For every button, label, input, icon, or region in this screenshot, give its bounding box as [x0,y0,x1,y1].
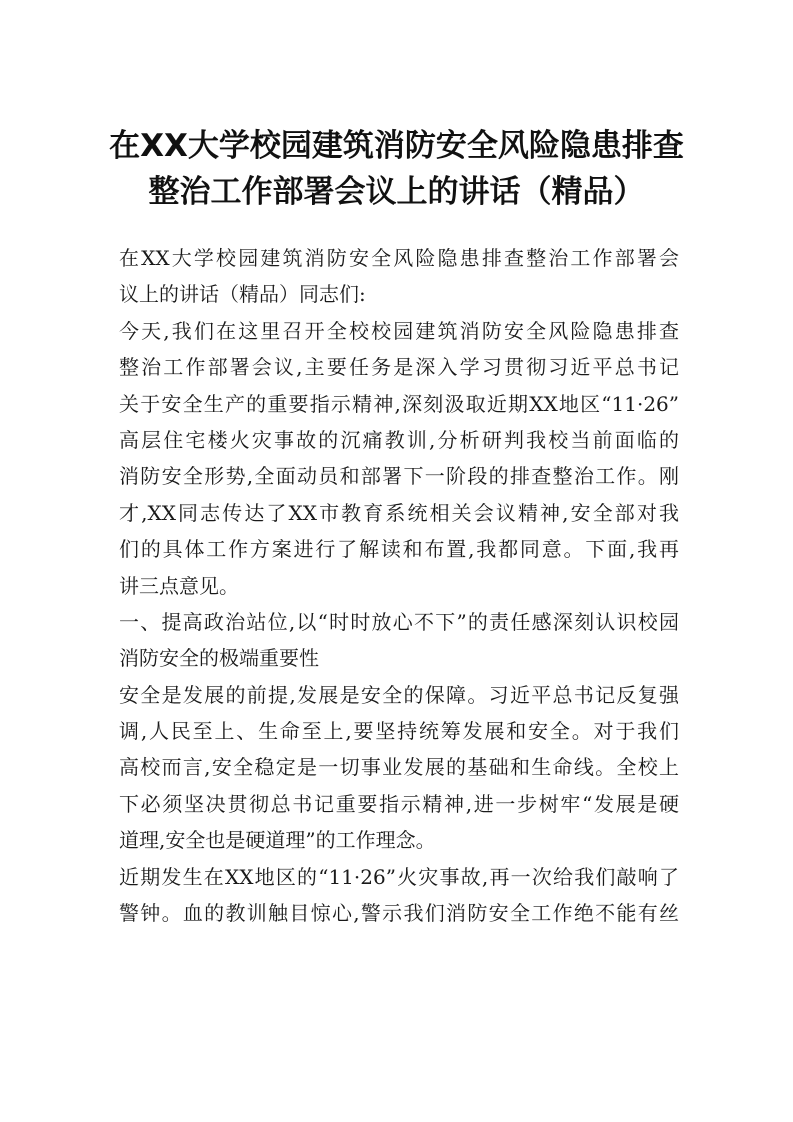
body-line: 关于安全生产的重要指示精神,深刻汲取近期XX地区“11·26” [119,391,679,416]
body-line: 调,人民至上、生命至上,要坚持统筹发展和安全。对于我们 [119,719,679,744]
body-line: 下必须坚决贯彻总书记重要指示精神,进一步树牢“发展是硬 [119,791,679,816]
body-line: 安全是发展的前提,发展是安全的保障。习近平总书记反复强 [119,682,679,707]
document-title-line-2: 整治工作部署会议上的讲话（精品） [148,174,645,210]
body-line: 在XX大学校园建筑消防安全风险隐患排查整治工作部署会 [119,246,679,270]
section-heading-line: 一、提高政治站位,以“时时放心不下”的责任感深刻认识校园 [119,609,679,634]
body-line: 今天,我们在这里召开全校校园建筑消防安全风险隐患排查 [119,318,679,343]
body-line: 们的具体工作方案进行了解读和布置,我都同意。下面,我再 [119,537,679,562]
body-line: 高层住宅楼火灾事故的沉痛教训,分析研判我校当前面临的 [119,427,679,452]
body-line: 整治工作部署会议,主要任务是深入学习贯彻习近平总书记 [119,355,679,380]
body-line: 议上的讲话（精品）同志们: [119,282,366,307]
body-line: 近期发生在XX地区的“11·26”火灾事故,再一次给我们敲响了 [119,864,679,889]
document-title-line-1: 在XX大学校园建筑消防安全风险隐患排查 [109,128,684,164]
body-line: 消防安全形势,全面动员和部署下一阶段的排查整治工作。刚 [119,464,679,489]
document-body [119,240,679,931]
body-line: 高校而言,安全稳定是一切事业发展的基础和生命线。全校上 [119,755,679,780]
body-line: 警钟。血的教训触目惊心,警示我们消防安全工作绝不能有丝 [119,901,679,926]
section-heading-line: 消防安全的极端重要性 [119,646,319,671]
body-line: 讲三点意见。 [119,573,239,598]
body-line: 道理,安全也是硬道理”的工作理念。 [119,828,436,853]
body-line: 才,XX同志传达了XX市教育系统相关会议精神,安全部对我 [119,500,679,525]
